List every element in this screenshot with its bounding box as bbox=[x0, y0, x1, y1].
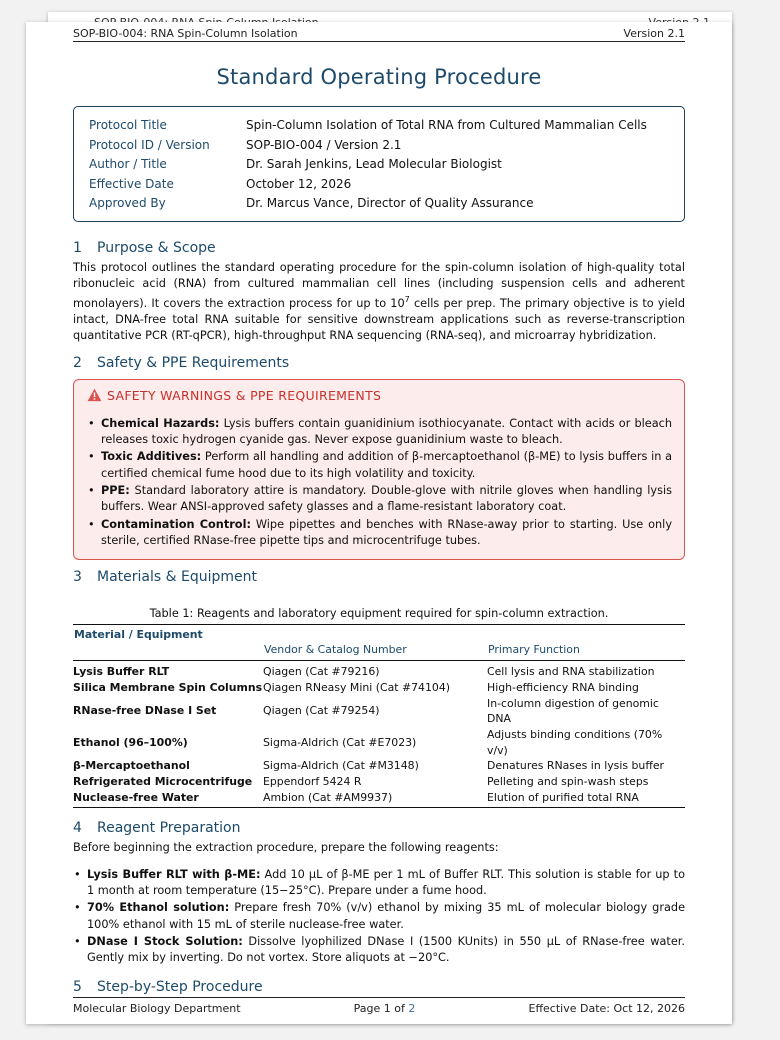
meta-key-author: Author / Title bbox=[89, 157, 167, 171]
table-row bbox=[73, 696, 685, 727]
meta-row bbox=[89, 136, 669, 156]
materials-table bbox=[73, 624, 685, 808]
running-header bbox=[73, 27, 685, 42]
purpose-exponent: 7 bbox=[404, 295, 410, 305]
table-cell-material: Nuclease-free Water bbox=[73, 790, 263, 808]
warning-item-text: Wipe pipettes and benches with RNase-away prior to starting. Use only sterile, certified RNase-free pipette tips and microcentrifuge tubes. bbox=[101, 517, 673, 547]
warning-item bbox=[87, 483, 672, 516]
section-purpose bbox=[73, 240, 685, 345]
reagent-list bbox=[73, 867, 685, 967]
footer-page-total-link[interactable]: 2 bbox=[408, 1002, 416, 1015]
table-header-vendor: Vendor & Catalog Number bbox=[263, 642, 487, 661]
table-caption: Table 1: Reagents and laboratory equipment required for spin-column extraction. bbox=[149, 607, 609, 621]
purpose-text-a: This protocol outlines the standard operating procedure for the spin-column isolation of high-quality total ribonucleic acid (RNA) from cultured mammalian cell lines (including suspension cells and adherent monolayers). It covers the extraction process for up to bbox=[73, 260, 685, 310]
section-heading bbox=[73, 240, 685, 256]
section-title: Step-by-Step Procedure bbox=[97, 978, 263, 995]
table-cell-function: Pelleting and spin-wash steps bbox=[487, 775, 649, 789]
reagent-item-label: 70% Ethanol solution: bbox=[87, 901, 230, 915]
section-title: Materials & Equipment bbox=[97, 569, 257, 586]
table-row bbox=[73, 661, 685, 680]
reagent-item bbox=[73, 867, 685, 900]
table-cell-vendor: Sigma-Aldrich (Cat #M3148) bbox=[263, 759, 419, 773]
table-cell-material: Ethanol (96–100%) bbox=[73, 735, 188, 749]
table-cell-function: Cell lysis and RNA stabilization bbox=[487, 665, 655, 679]
meta-row bbox=[89, 175, 669, 195]
table-cell-function: High-efficiency RNA binding bbox=[487, 680, 639, 694]
table-row bbox=[73, 758, 685, 774]
purpose-exponent-base: 10 bbox=[390, 296, 405, 310]
reagent-item bbox=[73, 934, 685, 967]
table-header-function: Primary Function bbox=[487, 642, 685, 661]
table-header-spacer bbox=[487, 625, 685, 643]
table-cell-function: Denatures RNases in lysis buffer bbox=[487, 759, 664, 773]
protocol-info-box bbox=[73, 106, 685, 222]
warning-item bbox=[87, 449, 672, 482]
section-safety bbox=[73, 355, 685, 560]
warning-item-text: Standard laboratory attire is mandatory. Double-glove with nitrile gloves when handling lysis buffers. Wear ANSI-approved safety glasses and a flame-resistant laboratory coat. bbox=[101, 483, 672, 514]
purpose-paragraph bbox=[73, 260, 685, 345]
warning-triangle-icon bbox=[87, 388, 102, 402]
table-cell-material: Refrigerated Microcentrifuge bbox=[73, 775, 253, 789]
page-content bbox=[73, 22, 685, 995]
section-number: 3 bbox=[73, 569, 82, 586]
table-row bbox=[73, 790, 685, 808]
purpose-text-b: cells per prep. The primary objective is to yield intact, DNA-free total RNA suitable for sensitive downstream applications such as reverse-transcription quantitative PCR (RT-qPCR), high-throughput RNA sequencing (RNA-seq), and microarray hybridization. bbox=[73, 296, 685, 343]
footer-page-prefix: Page 1 of bbox=[353, 1002, 409, 1015]
header-version: Version 2.1 bbox=[623, 27, 685, 40]
safety-warning-box bbox=[73, 379, 685, 560]
meta-row bbox=[89, 116, 669, 136]
warning-item-label: Contamination Control: bbox=[101, 517, 251, 531]
section-number: 2 bbox=[73, 354, 82, 371]
section-title: Purpose & Scope bbox=[97, 239, 216, 256]
warning-list bbox=[87, 416, 672, 549]
meta-row bbox=[89, 194, 669, 214]
meta-key-approved: Approved By bbox=[89, 196, 166, 210]
footer-page-number bbox=[354, 1002, 416, 1015]
table-header-material: Material / Equipment bbox=[73, 625, 263, 643]
document-title: Standard Operating Procedure bbox=[216, 65, 542, 89]
table-cell-vendor: Eppendorf 5424 R bbox=[263, 775, 362, 789]
reagents-intro: Before beginning the extraction procedure, prepare the following reagents: bbox=[73, 841, 499, 855]
meta-value-title: Spin-Column Isolation of Total RNA from Cultured Mammalian Cells bbox=[246, 118, 647, 132]
section-heading bbox=[73, 569, 685, 585]
table-cell-material: Silica Membrane Spin Columns bbox=[73, 680, 263, 694]
section-procedure bbox=[73, 979, 685, 995]
section-number: 5 bbox=[73, 978, 82, 995]
table-row bbox=[73, 680, 685, 696]
warning-item-text: Perform all handling and addition of β-mercaptoethanol (β-ME) to lysis buffers in a certified chemical fume hood due to its high volatility and toxicity. bbox=[101, 450, 672, 480]
warning-item-text: Lysis buffers contain guanidinium isothiocyanate. Contact with acids or bleach releases toxic hydrogen cyanide gas. Never expose guanidinium waste to bleach. bbox=[101, 416, 672, 447]
table-header-spacer bbox=[263, 625, 487, 643]
section-heading bbox=[73, 979, 685, 995]
reagent-item-label: Lysis Buffer RLT with β-ME: bbox=[87, 867, 261, 881]
table-cell-vendor: Ambion (Cat #AM9937) bbox=[263, 790, 487, 808]
table-cell-vendor: Sigma-Aldrich (Cat #E7023) bbox=[263, 735, 417, 749]
table-header-spacer bbox=[73, 642, 263, 661]
section-title: Reagent Preparation bbox=[97, 820, 241, 837]
warning-item-label: Chemical Hazards: bbox=[101, 416, 220, 430]
section-title: Safety & PPE Requirements bbox=[97, 354, 290, 371]
footer-department: Molecular Biology Department bbox=[73, 1002, 241, 1015]
section-number: 1 bbox=[73, 239, 82, 256]
meta-value-date: October 12, 2026 bbox=[246, 176, 352, 191]
reagent-item-text: Dissolve lyophilized DNase I (1500 KUnits) in 550 μL of RNase-free water. Gently mix by inverting. Do not vortex. Store aliquots at −20°C. bbox=[87, 934, 686, 965]
warning-title: SAFETY WARNINGS & PPE REQUIREMENTS bbox=[107, 387, 382, 403]
reagent-item-label: DNase I Stock Solution: bbox=[87, 934, 243, 948]
meta-value-id: SOP-BIO-004 / Version 2.1 bbox=[246, 137, 402, 152]
table-row bbox=[73, 774, 685, 790]
section-heading bbox=[73, 820, 685, 836]
table-cell-material: RNase-free DNase I Set bbox=[73, 704, 217, 718]
document-page bbox=[26, 22, 732, 1024]
warning-item-label: PPE: bbox=[101, 483, 130, 497]
header-doc-id: SOP-BIO-004: RNA Spin-Column Isolation bbox=[73, 27, 298, 40]
page-footer bbox=[73, 997, 685, 1015]
warning-item bbox=[87, 416, 672, 449]
table-cell-material: Lysis Buffer RLT bbox=[73, 665, 170, 679]
table-row bbox=[73, 727, 685, 758]
table-cell-function: Adjusts binding conditions (70% v/v) bbox=[487, 727, 663, 757]
meta-key-id: Protocol ID / Version bbox=[89, 137, 210, 152]
section-materials bbox=[73, 569, 685, 808]
reagent-item bbox=[73, 900, 685, 933]
warning-item-label: Toxic Additives: bbox=[101, 450, 202, 464]
meta-value-author: Dr. Sarah Jenkins, Lead Molecular Biologist bbox=[246, 157, 502, 171]
table-cell-vendor: Qiagen RNeasy Mini (Cat #74104) bbox=[263, 680, 451, 694]
table-cell-function: Elution of purified total RNA bbox=[487, 790, 685, 808]
table-cell-function: In-column digestion of genomic DNA bbox=[487, 696, 659, 726]
section-heading bbox=[73, 355, 685, 371]
warning-title-row bbox=[87, 388, 672, 403]
meta-key-title: Protocol Title bbox=[89, 118, 167, 132]
meta-row bbox=[89, 155, 669, 175]
footer-effective-date: Effective Date: Oct 12, 2026 bbox=[528, 1002, 685, 1015]
meta-key-date: Effective Date bbox=[89, 176, 174, 191]
table-cell-vendor: Qiagen (Cat #79254) bbox=[263, 704, 380, 718]
meta-value-approved: Dr. Marcus Vance, Director of Quality Assurance bbox=[246, 196, 534, 210]
section-reagents bbox=[73, 820, 685, 966]
reagent-item-text: Prepare fresh 70% (v/v) ethanol by mixing 35 mL of molecular biology grade 100% ethanol with 15 mL of sterile nuclease-free water. bbox=[87, 901, 686, 931]
reagent-item-text: Add 10 μL of β-ME per 1 mL of Buffer RLT. This solution is stable for up to 1 month at room temperature (15−25°C). Prepare under a fume hood. bbox=[87, 867, 686, 898]
section-number: 4 bbox=[73, 820, 82, 837]
warning-item bbox=[87, 517, 672, 550]
table-cell-vendor: Qiagen (Cat #79216) bbox=[263, 665, 380, 679]
table-cell-material: β-Mercaptoethanol bbox=[73, 759, 190, 773]
